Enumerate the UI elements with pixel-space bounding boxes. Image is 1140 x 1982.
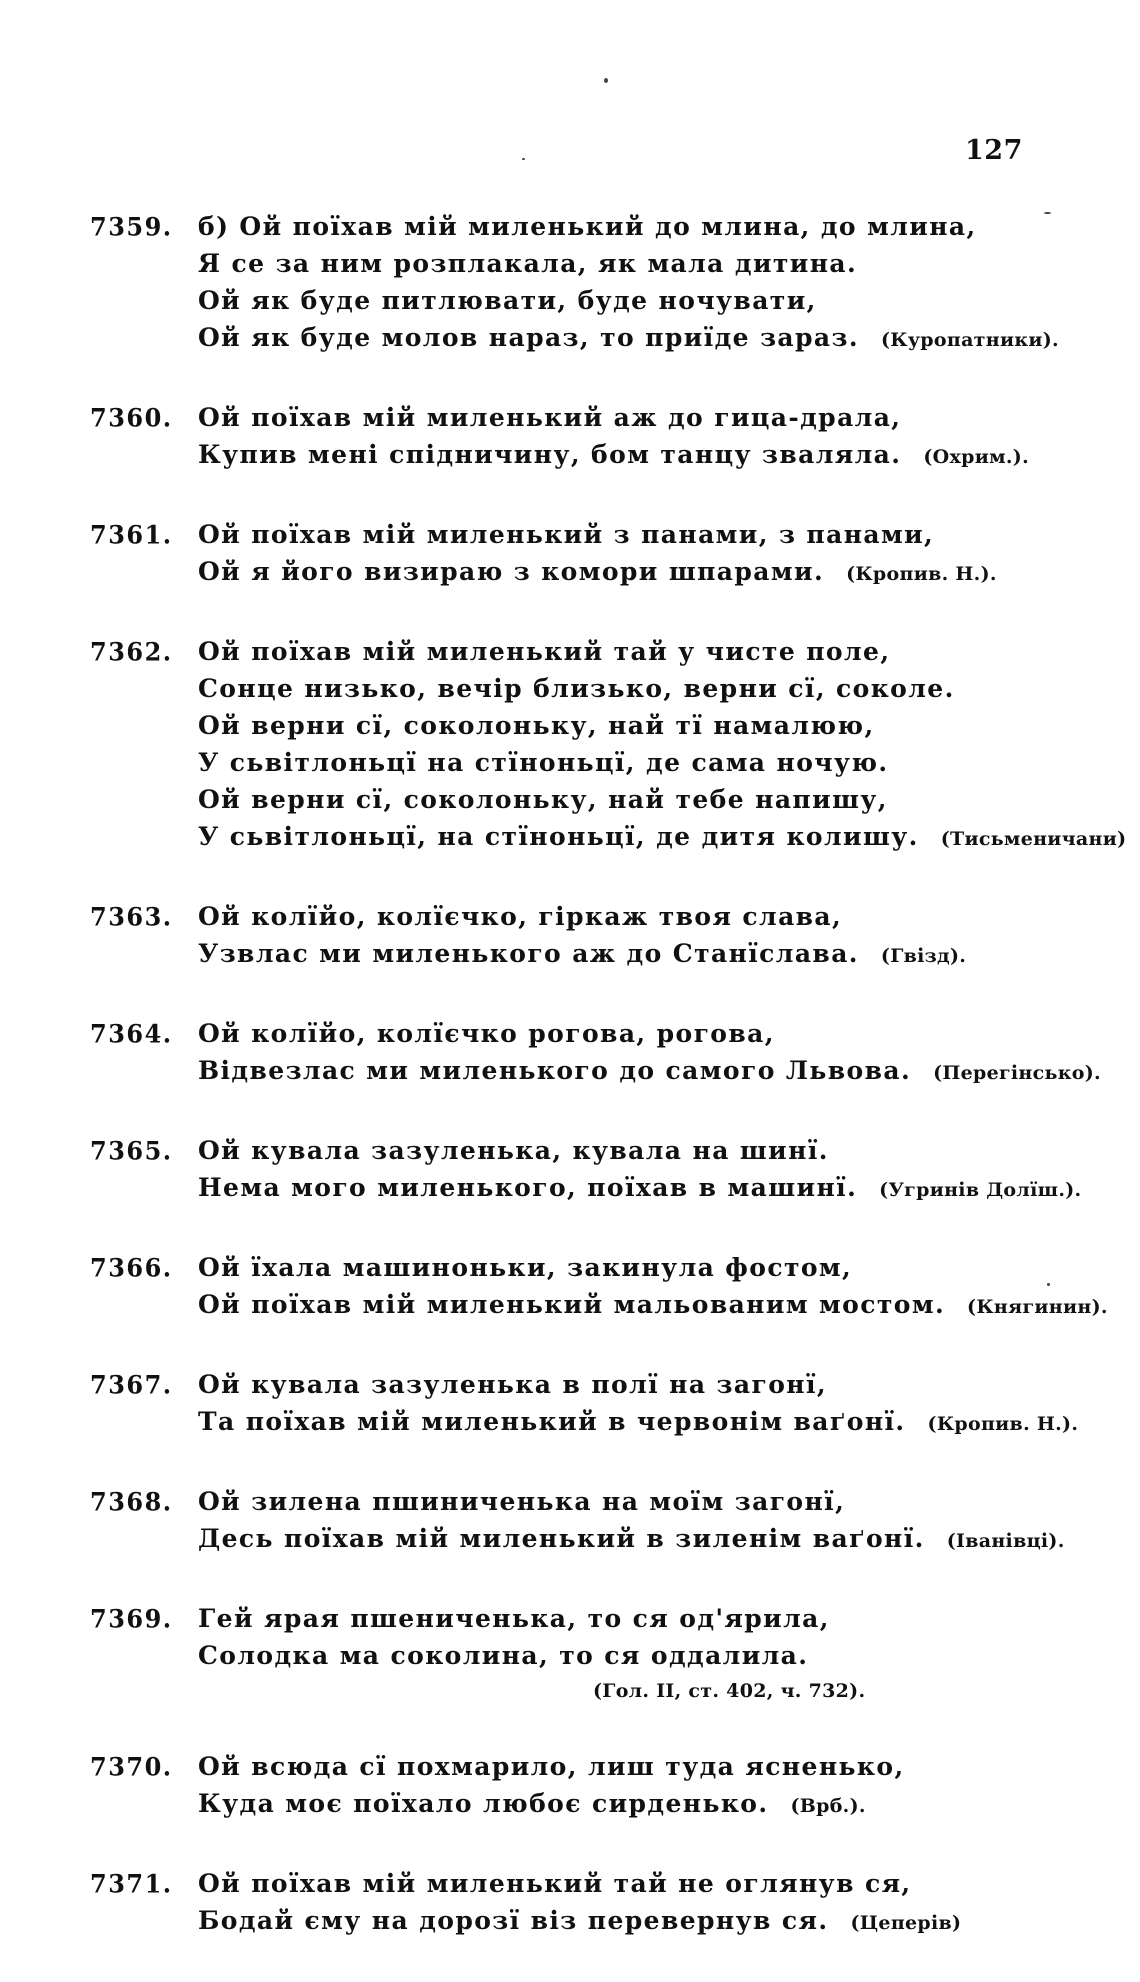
entry-number: 7365.: [90, 1135, 173, 1166]
entry-number: 7362.: [90, 636, 173, 667]
verse-text: Ой як буде молов нараз, то приїде зараз.: [198, 323, 859, 352]
verse-line: Ой поїхав мій миленький тай не оглянув ся,: [198, 1869, 912, 1898]
verse-line: Ой верни сї, соколоньку, най тебе напишу,: [198, 785, 888, 814]
entry-number: 7368.: [90, 1486, 173, 1517]
song-entry: [0, 633, 1140, 858]
song-entry: [0, 898, 1140, 975]
source-note: (Кропив. Н.).: [927, 1413, 1079, 1435]
print-speck: [522, 158, 525, 160]
verse-lines: [198, 1748, 1098, 1825]
verse-line: Ой зилена пшиниченька на моїм загонї,: [198, 1487, 846, 1516]
song-entry: [0, 1015, 1140, 1092]
verse-line: [198, 436, 1098, 476]
verse-lines: [198, 633, 1127, 858]
source-note: (Княгинин).: [967, 1296, 1108, 1318]
verse-text: У сьвітлоньцї, на стїноньцї, де дитя колишу.: [198, 822, 919, 851]
verse-line: [198, 1169, 1098, 1209]
song-entry: [0, 399, 1140, 476]
source-note: (Гвізд).: [880, 945, 967, 967]
verse-line: [198, 818, 1127, 858]
verse-line: Сонце низько, вечір близько, верни сї, соколе.: [198, 674, 955, 703]
verse-lines: [198, 1015, 1101, 1092]
source-note: (Перегінсько).: [933, 1062, 1101, 1084]
entry-number: 7363.: [90, 901, 173, 932]
source-note: (Охрим.).: [923, 446, 1030, 468]
song-entry: [0, 516, 1140, 593]
verse-text: Відвезлас ми миленького до самого Львова.: [198, 1056, 912, 1085]
verse-line: Я се за ним розплакала, як мала дитина.: [198, 249, 858, 278]
verse-lines: [198, 1366, 1098, 1443]
verse-text: Бодай єму на дорозї віз перевернув ся.: [198, 1906, 829, 1935]
song-entry: [0, 1483, 1140, 1560]
verse-text: Узвлас ми миленького аж до Станїслава.: [198, 939, 859, 968]
song-entry: [0, 1366, 1140, 1443]
verse-line: [198, 935, 1098, 975]
entry-number: 7371.: [90, 1868, 173, 1899]
verse-line: Гей ярая пшениченька, то ся од'ярила,: [198, 1604, 830, 1633]
verse-lines: [198, 1865, 1098, 1942]
verse-lines: [198, 898, 1098, 975]
song-entry: [0, 208, 1140, 359]
verse-lines: [198, 516, 1098, 593]
entry-number: 7360.: [90, 402, 173, 433]
source-note: (Гол. II, ст. 402, ч. 732).: [593, 1680, 866, 1702]
source-note: (Куропатники).: [880, 329, 1059, 351]
verse-lines: [198, 1249, 1108, 1326]
verse-text: Та поїхав мій миленький в червонім ваґонї.: [198, 1407, 906, 1436]
entry-number: 7367.: [90, 1369, 173, 1400]
verse-line: Ой як буде питлювати, буде ночувати,: [198, 286, 817, 315]
verse-line: Ой поїхав мій миленький з панами, з панами,: [198, 520, 935, 549]
verse-line: Ой колїйо, колїєчко рогова, рогова,: [198, 1019, 775, 1048]
source-note: (Іванівці).: [946, 1530, 1065, 1552]
verse-line: У сьвітлоньцї на стїноньцї, де сама ночую.: [198, 748, 889, 777]
source-note: (Кропив. Н.).: [846, 563, 997, 585]
verse-lines: [198, 208, 1098, 359]
verse-line: Ой всюда сї похмарило, лиш туда ясненько,: [198, 1752, 905, 1781]
verse-line: Ой їхала машиноньки, закинула фостом,: [198, 1253, 853, 1282]
source-note: (Цеперів): [850, 1912, 962, 1934]
verse-line: Ой кувала зазуленька, кувала на шинї.: [198, 1136, 829, 1165]
verse-line: Ой кувала зазуленька в полї на загонї,: [198, 1370, 827, 1399]
verse-line: [198, 553, 1098, 593]
verse-line: [198, 1403, 1098, 1443]
verse-text: Купив мені спідничину, бом танцу зваляла.: [198, 440, 902, 469]
verse-line: Ой верни сї, соколоньку, най тї намалюю,: [198, 711, 875, 740]
verse-lines: [198, 1600, 1098, 1708]
verse-lines: [198, 399, 1098, 476]
verse-line: [198, 1520, 1098, 1560]
verse-line: [198, 1902, 1098, 1942]
verse-text: Куда моє поїхало любоє сирденько.: [198, 1789, 769, 1818]
verse-line: [198, 1785, 1098, 1825]
verse-line: Ой колїйо, колїєчко, гіркаж твоя слава,: [198, 902, 843, 931]
entry-number: 7359.: [90, 211, 173, 242]
entry-number: 7361.: [90, 519, 173, 550]
entry-number: 7364.: [90, 1018, 173, 1049]
song-entries: [0, 208, 1140, 1982]
song-entry: [0, 1249, 1140, 1326]
verse-text: Ой я його визираю з комори шпарами.: [198, 557, 825, 586]
print-speck: [604, 78, 608, 83]
verse-line: Солодка ма соколина, то ся оддалила.: [198, 1641, 809, 1670]
verse-line: [198, 319, 1098, 359]
source-note: (Тисьменичани): [940, 828, 1127, 850]
verse-line: [198, 1286, 1108, 1326]
verse-line: б) Ой поїхав мій миленький до млина, до млина,: [198, 212, 977, 241]
page-number: 127: [965, 135, 1023, 166]
verse-text: Десь поїхав мій миленький в зиленім ваґонї.: [198, 1524, 925, 1553]
song-entry: [0, 1865, 1140, 1942]
entry-number: 7366.: [90, 1252, 173, 1283]
verse-lines: [198, 1132, 1098, 1209]
verse-line: [198, 1052, 1101, 1092]
song-entry: [0, 1132, 1140, 1209]
verse-line: Ой поїхав мій миленький тай у чисте поле,: [198, 637, 891, 666]
source-note: (Врб.).: [790, 1795, 866, 1817]
verse-text: Ой поїхав мій миленький мальованим мостом.: [198, 1290, 946, 1319]
source-note: (Угринів Долїш.).: [879, 1179, 1082, 1201]
verse-text: Нема мого миленького, поїхав в машинї.: [198, 1173, 858, 1202]
song-entry: [0, 1748, 1140, 1825]
entry-number: 7369.: [90, 1603, 173, 1634]
verse-line: Ой поїхав мій миленький аж до гица-драла,: [198, 403, 902, 432]
song-entry: [0, 1600, 1140, 1708]
entry-number: 7370.: [90, 1751, 173, 1782]
verse-lines: [198, 1483, 1098, 1560]
